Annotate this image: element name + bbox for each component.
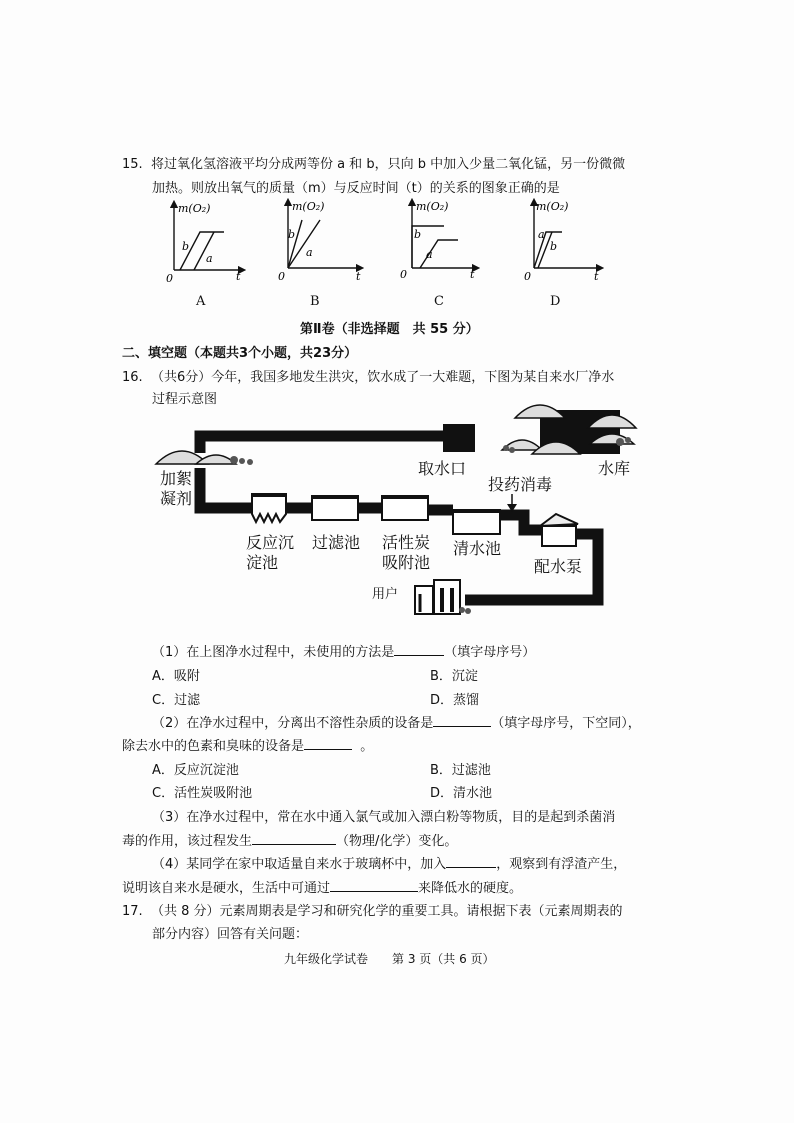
graph-c-origin: 0	[400, 268, 407, 281]
q16-text-line2: 过程示意图	[152, 392, 218, 407]
graph-a	[166, 202, 242, 285]
q17-number: 17.	[122, 904, 143, 919]
q16-sub2-blank-2[interactable]	[304, 737, 352, 750]
q16-sub2-blank-1[interactable]	[433, 714, 491, 727]
graph-a-origin: 0	[166, 272, 173, 285]
q15-option-c: C	[434, 294, 444, 309]
filter-tank	[312, 496, 358, 520]
q16-text-line1: （共6分）今年，我国多地发生洪灾，饮水成了一大难题，下图为某自来水厂净水	[150, 370, 615, 385]
graph-b-xlabel: t	[356, 270, 361, 283]
disinfect-arrow	[507, 494, 517, 512]
q15-text-line2: 加热。则放出氧气的质量（m）与反应时间（t）的关系的图象正确的是	[152, 181, 560, 196]
q16-sub4-blank-2[interactable]	[330, 879, 418, 892]
label-carbon-2: 吸附池	[382, 553, 431, 572]
graph-d-label-a: a	[538, 228, 545, 241]
q16-line1	[122, 366, 614, 385]
pump-house	[540, 514, 578, 546]
q16-sub1-option-b: B．沉淀	[430, 669, 478, 684]
q16-sub1-prefix: （1）在上图净水过程中，未使用的方法是	[152, 645, 395, 660]
q16-sub4-line1	[152, 853, 626, 872]
q15-text-line1: 将过氧化氢溶液平均分成两等份 a 和 b，只向 b 中加入少量二氧化锰，另一份微微	[150, 157, 626, 172]
user-buildings	[415, 580, 471, 614]
label-user: 用户	[372, 587, 399, 602]
q15-line1	[122, 153, 625, 172]
q15-graphs	[160, 198, 620, 290]
graph-c-xlabel: t	[470, 268, 475, 281]
section2-title: 二、填空题（本题共3个小题，共23分）	[122, 346, 358, 361]
q16-sub2-line1	[152, 712, 641, 731]
label-coagulant-1: 加絮	[160, 469, 193, 488]
q16-sub3-prefix: 毒的作用，该过程发生	[122, 834, 253, 849]
graph-a-xlabel: t	[236, 270, 241, 283]
q16-sub1	[152, 641, 535, 660]
label-pump: 配水泵	[534, 557, 583, 576]
q16-number: 16.	[122, 370, 143, 385]
q16-sub4-suffix: ，观察到有浮渣产生，	[496, 857, 627, 872]
q16-sub4-blank-1[interactable]	[446, 855, 496, 868]
graph-b-label-b: b	[288, 228, 296, 241]
graph-d-ylabel: m(O₂)	[536, 200, 569, 213]
graph-a-ylabel: m(O₂)	[178, 202, 211, 215]
q16-sub3-line1: （3）在净水过程中，常在水中通入氯气或加入漂白粉等物质，目的是起到杀菌消	[152, 810, 616, 825]
q15-option-b: B	[310, 294, 320, 309]
q16-sub4-line2	[122, 877, 522, 896]
graph-a-label-a: a	[206, 252, 213, 265]
label-carbon-1: 活性炭	[382, 533, 431, 552]
q15-option-a: A	[196, 294, 206, 309]
graph-d	[524, 200, 600, 283]
graph-c	[400, 200, 476, 281]
reservoir-icon	[502, 405, 636, 454]
q16-sub2-prefix: （2）在净水过程中，分离出不溶性杂质的设备是	[152, 716, 434, 731]
q16-sub1-option-c: C．过滤	[152, 693, 201, 708]
q16-sub1-blank[interactable]	[394, 643, 444, 656]
graph-a-label-b: b	[182, 240, 190, 253]
q16-sub2-option-b: B．过滤池	[430, 763, 491, 778]
q16-sub4-prefix: （4）某同学在家中取适量自来水于玻璃杯中，加入	[152, 857, 447, 872]
q17-text-line2: 部分内容）回答有关问题：	[152, 927, 309, 942]
label-disinfect: 投药消毒	[488, 475, 553, 494]
q16-sub1-option-a: A．吸附	[152, 669, 200, 684]
settling-tank	[252, 494, 286, 522]
graph-d-origin: 0	[524, 270, 531, 283]
q16-sub2-suffix: （填字母序号，下空同），	[491, 716, 641, 731]
label-settle-2: 淀池	[246, 553, 279, 572]
graph-c-label-a: a	[426, 248, 433, 261]
label-coagulant-2: 凝剂	[160, 489, 193, 508]
q16-sub4-line2-suffix: 来降低水的硬度。	[418, 881, 523, 896]
intake-box	[443, 424, 475, 452]
pipe-top	[200, 436, 443, 453]
graph-b-label-a: a	[306, 246, 313, 259]
graph-c-label-b: b	[414, 228, 422, 241]
volume-title: 第Ⅱ卷（非选择题 共 55 分）	[300, 322, 479, 337]
page-footer: 九年级化学试卷 第 3 页（共 6 页）	[284, 952, 495, 966]
label-settle-1: 反应沉	[246, 533, 295, 552]
q15-option-d: D	[550, 294, 561, 309]
clear-tank	[453, 510, 500, 534]
carbon-tank	[382, 496, 428, 520]
label-clear: 清水池	[453, 539, 502, 558]
graph-c-ylabel: m(O₂)	[416, 200, 449, 213]
water-treatment-diagram	[150, 398, 660, 626]
graph-d-label-b: b	[550, 240, 558, 253]
q16-sub3-suffix: （物理/化学）变化。	[336, 834, 458, 849]
label-intake: 取水口	[418, 459, 467, 478]
q17-text-line1: （共 8 分）元素周期表是学习和研究化学的重要工具。请根据下表（元素周期表的	[150, 904, 623, 919]
q16-sub3-line2	[122, 830, 457, 849]
graph-d-xlabel: t	[594, 270, 599, 283]
q17-line1	[122, 900, 623, 919]
label-reservoir: 水库	[598, 459, 631, 478]
graph-b-origin: 0	[278, 270, 285, 283]
q16-sub2-line2-prefix: 除去水中的色素和臭味的设备是	[122, 739, 305, 754]
graph-b	[278, 200, 361, 283]
pipe-disinfect	[500, 515, 542, 530]
q16-sub2-option-a: A．反应沉淀池	[152, 763, 239, 778]
q15-number: 15.	[122, 157, 143, 172]
q16-sub4-line2-prefix: 说明该自来水是硬水，生活中可通过	[122, 881, 331, 896]
q16-sub2-option-c: C．活性炭吸附池	[152, 786, 253, 801]
q16-sub1-suffix: （填字母序号）	[444, 645, 536, 660]
pipe-coag	[200, 468, 252, 508]
q16-sub2-line2-suffix: 。	[360, 739, 374, 754]
q16-sub1-option-d: D．蒸馏	[430, 693, 480, 708]
q16-sub3-blank[interactable]	[252, 832, 336, 845]
q16-sub2-line2	[122, 735, 373, 754]
label-filter: 过滤池	[312, 533, 361, 552]
q16-sub2-option-d: D．清水池	[430, 786, 493, 801]
graph-b-ylabel: m(O₂)	[292, 200, 325, 213]
coagulant-icon	[156, 451, 253, 465]
